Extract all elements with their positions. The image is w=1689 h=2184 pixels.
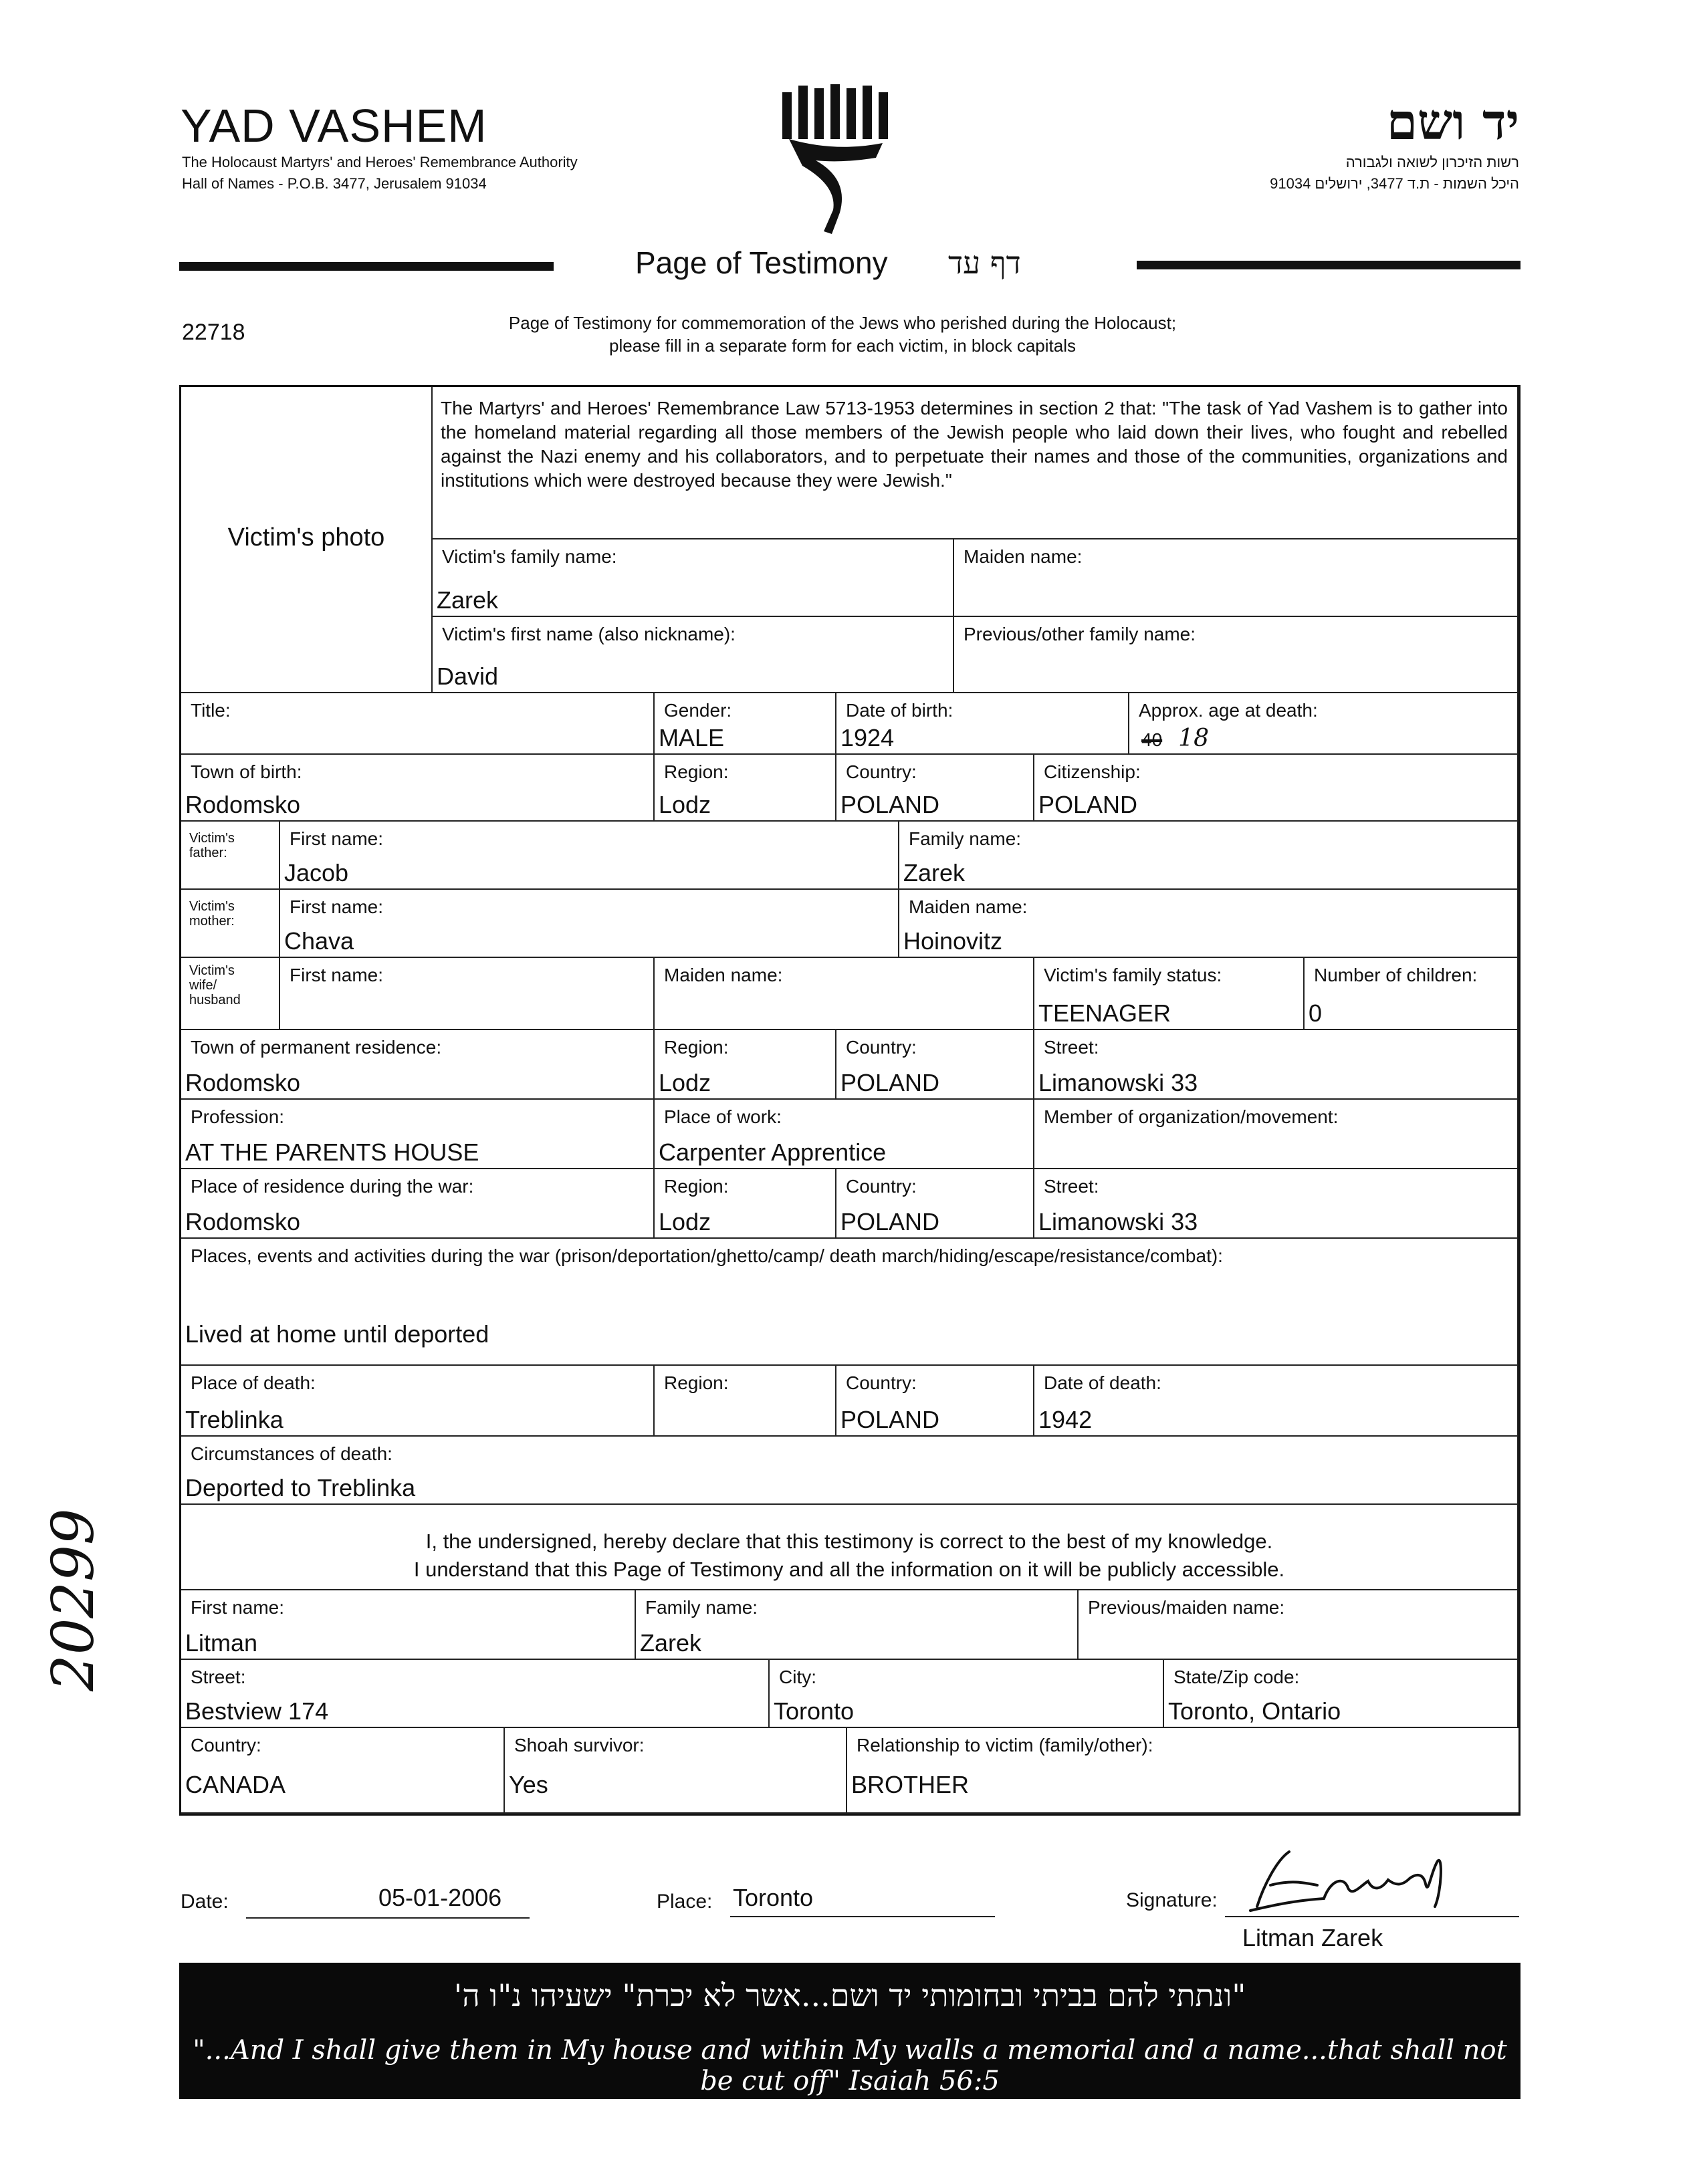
- mother-first-name-field: [280, 890, 899, 958]
- field-label: Previous/other family name:: [964, 624, 1196, 644]
- field-label: Previous/maiden name:: [1088, 1597, 1285, 1618]
- law-text-cell: [433, 387, 1518, 539]
- field-label: Citizenship:: [1044, 761, 1141, 782]
- field-label: Family name:: [909, 828, 1022, 849]
- father-first-name-field: [280, 822, 899, 890]
- field-label: Country:: [846, 1176, 917, 1197]
- field-value: Rodomsko: [185, 1208, 301, 1235]
- field-value: [1141, 724, 1209, 752]
- victim-photo-label: Victim's photo: [227, 523, 385, 552]
- field-value: Lodz: [659, 1069, 711, 1096]
- place-of-death-field: [181, 1366, 655, 1437]
- title-rule-left: [179, 262, 554, 271]
- org-subtitle: The Holocaust Martyrs' and Heroes' Remembrance Authority: [182, 154, 578, 170]
- field-label: City:: [779, 1667, 816, 1687]
- victim-maiden-name-field: [954, 539, 1518, 617]
- field-value: TEENAGER: [1038, 999, 1171, 1027]
- mother-row-label: [181, 890, 280, 958]
- place-underline: [730, 1916, 995, 1917]
- town-of-birth-field: [181, 755, 655, 822]
- heb-subtitle: רשות הזיכרון לשואה ולגבורה: [1345, 154, 1519, 170]
- father-row-label: [181, 822, 280, 890]
- field-value: POLAND: [840, 1208, 940, 1235]
- death-country-field: [836, 1366, 1034, 1437]
- field-label: Place of death:: [191, 1372, 316, 1393]
- intro-line-1: Page of Testimony for commemoration of the Jews who perished during the Holocaust;: [508, 313, 1177, 333]
- margin-handwritten-number: 20299: [40, 1508, 107, 1691]
- circumstances-of-death-field: [181, 1437, 1518, 1505]
- place-label: Place:: [657, 1891, 713, 1913]
- field-label: Maiden name:: [964, 546, 1083, 567]
- field-label: Place of work:: [664, 1106, 782, 1127]
- org-address: Hall of Names - P.O.B. 3477, Jerusalem 91034: [182, 175, 487, 192]
- field-label: First name:: [290, 965, 384, 985]
- field-value: Yes: [509, 1771, 548, 1798]
- field-label: First name:: [290, 896, 384, 917]
- field-label: First name:: [191, 1597, 285, 1618]
- field-value: Treblinka: [185, 1406, 284, 1433]
- date-value: 05-01-2006: [378, 1884, 502, 1911]
- field-value: BROTHER: [851, 1771, 970, 1798]
- field-label: Maiden name:: [664, 965, 783, 985]
- field-label: Country:: [191, 1735, 261, 1755]
- yad-vashem-logo-icon: [776, 79, 896, 239]
- title-field: [181, 693, 655, 755]
- field-value: POLAND: [840, 1406, 940, 1433]
- field-value: 1942: [1038, 1406, 1093, 1433]
- field-value: Lodz: [659, 791, 711, 818]
- field-value: Hoinovitz: [903, 927, 1003, 955]
- field-label: Maiden name:: [909, 896, 1028, 917]
- victim-photo-cell: [181, 387, 433, 693]
- field-value: Zarek: [640, 1629, 702, 1657]
- field-label: Street:: [1044, 1176, 1099, 1197]
- field-label: Street:: [1044, 1037, 1099, 1058]
- field-label: Member of organization/movement:: [1044, 1106, 1339, 1127]
- field-label: Country:: [846, 1372, 917, 1393]
- wartime-events-field: [181, 1239, 1518, 1366]
- form-title-hebrew: דף עד: [948, 245, 1021, 281]
- field-value: David: [437, 662, 499, 690]
- number-of-children-field: [1305, 958, 1518, 1030]
- permanent-street-field: [1034, 1030, 1518, 1100]
- field-label: Street:: [191, 1667, 246, 1687]
- death-region-field: [655, 1366, 836, 1437]
- birth-region-field: [655, 755, 836, 822]
- law-text: The Martyrs' and Heroes' Remembrance Law 5713-1953 determines in section 2 that: "The task of Yad Vashem is to gather into the homeland material regarding all those members of the Jewish people who laid down their lives, who fought and rebelled against the Nazi enemy and his collaborators, and to perpetuate their names and those of the communities, organizations and institutions which were destroyed because they were Jewish.": [441, 398, 1508, 491]
- birth-country-field: [836, 755, 1034, 822]
- gender-field: [655, 693, 836, 755]
- field-label: Town of birth:: [191, 761, 302, 782]
- field-label: Victim's first name (also nickname):: [442, 624, 736, 644]
- field-value: Toronto, Ontario: [1168, 1697, 1341, 1725]
- place-value: Toronto: [733, 1884, 814, 1911]
- field-value: POLAND: [840, 1069, 940, 1096]
- date-of-birth-field: [836, 693, 1129, 755]
- signature-underline: [1225, 1916, 1519, 1917]
- victim-first-name-field: [433, 617, 954, 693]
- father-family-name-field: [899, 822, 1518, 890]
- mother-maiden-name-field: [899, 890, 1518, 958]
- war-country-field: [836, 1169, 1034, 1239]
- field-value: POLAND: [840, 791, 940, 818]
- testimony-form: [179, 385, 1521, 1816]
- heb-address: היכל השמות - ת.ד 3477, ירושלים 91034: [1270, 175, 1519, 192]
- handwritten-signature: [1230, 1845, 1458, 1919]
- field-value: Rodomsko: [185, 791, 301, 818]
- field-label: Profession:: [191, 1106, 285, 1127]
- submitter-first-name-field: [181, 1590, 636, 1660]
- field-label: Region:: [664, 1176, 729, 1197]
- field-value: Toronto: [774, 1697, 855, 1725]
- spouse-row-label: [181, 958, 280, 1030]
- quote-banner: [179, 1963, 1521, 2099]
- citizenship-field: [1034, 755, 1518, 822]
- field-label: Victim's wife/ husband: [189, 963, 241, 1007]
- heb-org-name: יד ושם: [1386, 94, 1519, 151]
- field-value: POLAND: [1038, 791, 1138, 818]
- field-value: Jacob: [284, 859, 349, 886]
- field-label: Date of birth:: [846, 700, 953, 721]
- age-value: 18: [1178, 725, 1209, 752]
- permanent-country-field: [836, 1030, 1034, 1100]
- banner-english-quote: "...And I shall give them in My house and within My walls a memorial and a name...that shall not be cut off" Isaiah 56:5: [193, 2035, 1507, 2096]
- member-organization-field: [1034, 1100, 1518, 1169]
- shoah-survivor-field: [505, 1728, 847, 1814]
- reference-number: 22718: [182, 320, 245, 345]
- war-street-field: [1034, 1169, 1518, 1239]
- field-label: Region:: [664, 1037, 729, 1058]
- field-value: Bestview 174: [185, 1697, 329, 1725]
- field-value: Limanowski 33: [1038, 1208, 1198, 1235]
- place-of-work-field: [655, 1100, 1034, 1169]
- declaration-line-1: I, the undersigned, hereby declare that this testimony is correct to the best of my knowledge.: [425, 1530, 1273, 1553]
- submitter-state-zip-field: [1164, 1660, 1518, 1728]
- victim-prev-family-name-field: [954, 617, 1518, 693]
- field-value: Zarek: [437, 586, 499, 614]
- field-label: Circumstances of death:: [191, 1443, 392, 1464]
- field-label: Approx. age at death:: [1139, 700, 1318, 721]
- permanent-region-field: [655, 1030, 836, 1100]
- field-label: Country:: [846, 1037, 917, 1058]
- submitter-city-field: [770, 1660, 1164, 1728]
- date-of-death-field: [1034, 1366, 1518, 1437]
- field-label: Shoah survivor:: [514, 1735, 645, 1755]
- form-intro: [401, 312, 1284, 357]
- org-name: YAD VASHEM: [181, 100, 487, 152]
- field-label: Date of death:: [1044, 1372, 1161, 1393]
- field-value: Rodomsko: [185, 1069, 301, 1096]
- field-label: Family name:: [645, 1597, 758, 1618]
- field-label: First name:: [290, 828, 384, 849]
- field-label: Place of residence during the war:: [191, 1176, 474, 1197]
- declaration-text: [181, 1528, 1517, 1584]
- field-value: Lived at home until deported: [185, 1320, 489, 1348]
- signature-name: Litman Zarek: [1242, 1924, 1383, 1951]
- field-value: Deported to Treblinka: [185, 1474, 416, 1501]
- victim-family-name-field: [433, 539, 954, 617]
- field-label: Town of permanent residence:: [191, 1037, 442, 1058]
- field-label: Country:: [846, 761, 917, 782]
- date-label: Date:: [181, 1891, 229, 1913]
- signature-label: Signature:: [1126, 1889, 1218, 1911]
- field-label: Number of children:: [1314, 965, 1478, 985]
- submitter-street-field: [181, 1660, 770, 1728]
- field-value: 1924: [840, 724, 895, 751]
- field-label: Places, events and activities during the war (prison/deportation/ghetto/camp/ death march/hiding/escape/resistance/combat):: [191, 1245, 1223, 1266]
- intro-line-2: please fill in a separate form for each victim, in block capitals: [609, 336, 1076, 356]
- permanent-town-field: [181, 1030, 655, 1100]
- field-label: Victim's father:: [189, 831, 235, 860]
- submitter-family-name-field: [636, 1590, 1079, 1660]
- field-value: Limanowski 33: [1038, 1069, 1198, 1096]
- field-label: Victim's family name:: [442, 546, 617, 567]
- war-region-field: [655, 1169, 836, 1239]
- field-label: Relationship to victim (family/other):: [857, 1735, 1153, 1755]
- field-label: Region:: [664, 761, 729, 782]
- field-label: Gender:: [664, 700, 732, 721]
- declaration-line-2: I understand that this Page of Testimony and all the information on it will be publicly accessible.: [413, 1558, 1285, 1581]
- field-label: State/Zip code:: [1173, 1667, 1300, 1687]
- field-value: AT THE PARENTS HOUSE: [185, 1138, 479, 1166]
- field-value: Chava: [284, 927, 354, 955]
- field-value: Lodz: [659, 1208, 711, 1235]
- field-value: Zarek: [903, 859, 966, 886]
- field-value: Carpenter Apprentice: [659, 1138, 887, 1166]
- field-value: MALE: [659, 724, 725, 751]
- date-underline: [246, 1917, 530, 1919]
- field-value: CANADA: [185, 1771, 286, 1798]
- spouse-first-name-field: [280, 958, 655, 1030]
- struck-age: 40: [1141, 729, 1163, 750]
- field-value: 0: [1309, 999, 1323, 1027]
- field-label: Region:: [664, 1372, 729, 1393]
- spouse-maiden-name-field: [655, 958, 1034, 1030]
- field-label: Victim's mother:: [189, 899, 235, 929]
- submitter-country-field: [181, 1728, 505, 1814]
- field-label: Victim's family status:: [1044, 965, 1222, 985]
- field-value: Litman: [185, 1629, 258, 1657]
- form-title: Page of Testimony: [635, 245, 888, 280]
- age-at-death-field: [1129, 693, 1518, 755]
- title-rule-right: [1137, 261, 1521, 269]
- banner-hebrew-quote: "ונתתי להם בביתי ובחומותי יד ושם...אשר לא יכרת" ישעיהו נ"ו ה': [453, 1977, 1246, 2014]
- field-label: Title:: [191, 700, 231, 721]
- family-status-field: [1034, 958, 1305, 1030]
- declaration-block: [181, 1505, 1518, 1590]
- submitter-prev-maiden-field: [1079, 1590, 1518, 1660]
- war-residence-field: [181, 1169, 655, 1239]
- relationship-field: [847, 1728, 1518, 1814]
- profession-field: [181, 1100, 655, 1169]
